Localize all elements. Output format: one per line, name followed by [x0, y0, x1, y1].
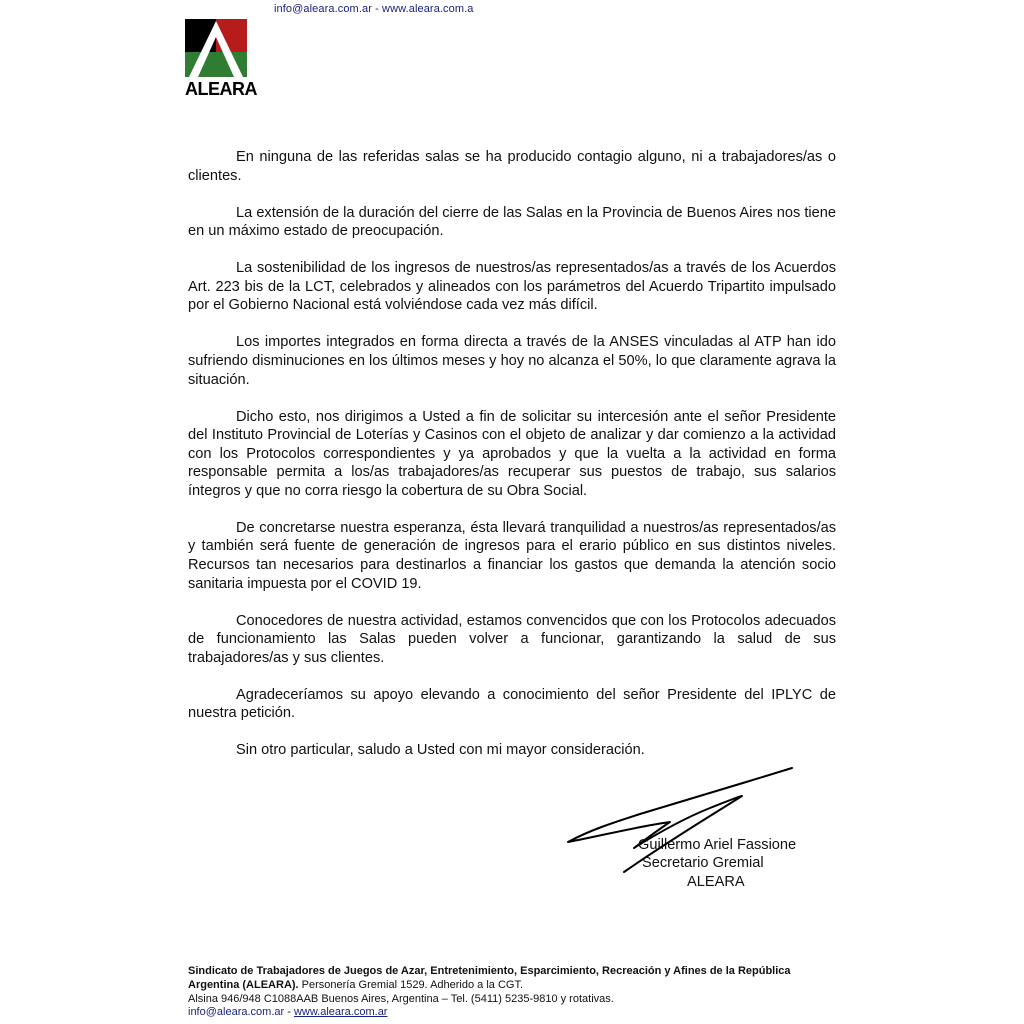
header-email-link[interactable]: info@aleara.com.ar: [274, 3, 372, 15]
paragraph: Dicho esto, nos dirigimos a Usted a fin de solicitar su intercesión ante el señor Presidente del Instituto Provincial de Loterías y Casinos con el objeto de analizar y dar comienzo a la actividad con los Protocolos correspondientes y ya aprobados y que la vuelta a la actividad en forma responsable permita a los/as trabajadores/as recuperar sus puestos de trabajo, sus salarios íntegros y que no corra riesgo la cobertura de su Obra Social.: [188, 408, 836, 499]
footer-address: Alsina 946/948 C1088AAB Buenos Aires, Argentina – Tel. (5411) 5235-9810 y rotativas.: [188, 992, 614, 1005]
header-separator: -: [371, 3, 383, 15]
header-website-link[interactable]: www.aleara.com.a: [382, 3, 474, 15]
closing-paragraph: Sin otro particular, saludo a Usted con mi mayor consideración.: [236, 742, 645, 759]
footer-email-link[interactable]: info@aleara.com.ar: [188, 1006, 285, 1019]
letterhead-footer: [188, 965, 828, 1020]
paragraph: De concretarse nuestra esperanza, ésta llevará tranquilidad a nuestros/as representados/as y también será fuente de generación de ingresos para el erario público en sus distintos niveles. Recursos tan necesarios para destinarlos a financiar los gastos que demanda la atención socio sanitaria impuesta por el COVID 19.: [188, 519, 836, 592]
footer-website-link[interactable]: www.aleara.com.ar: [293, 1006, 388, 1019]
paragraph: Los importes integrados en forma directa a través de la ANSES vinculadas al ATP han ido sufriendo disminuciones en los últimos meses y hoy no alcanza el 50%, lo que claramente agrava la situación.: [188, 334, 836, 388]
footer-contact: [188, 1006, 828, 1020]
paragraph: La extensión de la duración del cierre de las Salas en la Provincia de Buenos Aires nos tiene en un máximo estado de preocupación.: [188, 204, 836, 240]
paragraph: Conocedores de nuestra actividad, estamos convencidos que con los Protocolos adecuados de funcionamiento las Salas pueden volver a funcionar, garantizando la salud de sus trabajadores/as y sus clientes.: [188, 612, 836, 666]
footer-separator: -: [284, 1006, 294, 1019]
header-contact: [274, 3, 474, 15]
signature-block: [638, 836, 796, 891]
footer-line-1: [188, 965, 828, 993]
footer-registration: Personería Gremial 1529. Adherido a la CGT.: [298, 978, 524, 991]
signatory-organization: ALEARA: [687, 873, 745, 890]
aleara-logo: [185, 19, 257, 101]
paragraph: La sostenibilidad de los ingresos de nuestros/as representados/as a través de los Acuerdos Art. 223 bis de la LCT, celebrados y alineados con los parámetros del Acuerdo Tripartito impulsado por el Gobierno Nacional está volviéndose cada vez más difícil.: [188, 260, 836, 314]
paragraph: En ninguna de las referidas salas se ha producido contagio alguno, ni a trabajadores/as o clientes.: [188, 149, 836, 184]
signatory-role: Secretario Gremial: [642, 855, 764, 872]
letter-body: [188, 148, 836, 778]
logo-text: ALEARA: [185, 79, 257, 99]
logo-mark-icon: [185, 19, 247, 77]
footer-union-name: Sindicato de Trabajadores de Juegos de Azar, Entretenimiento, Esparcimiento, Recreación y Afines de la República Argentina (ALEARA).: [188, 965, 791, 991]
signatory-name: Guillermo Ariel Fassione: [638, 837, 797, 853]
paragraph: Agradeceríamos su apoyo elevando a conocimiento del señor Presidente del IPLYC de nuestra petición.: [188, 686, 836, 722]
